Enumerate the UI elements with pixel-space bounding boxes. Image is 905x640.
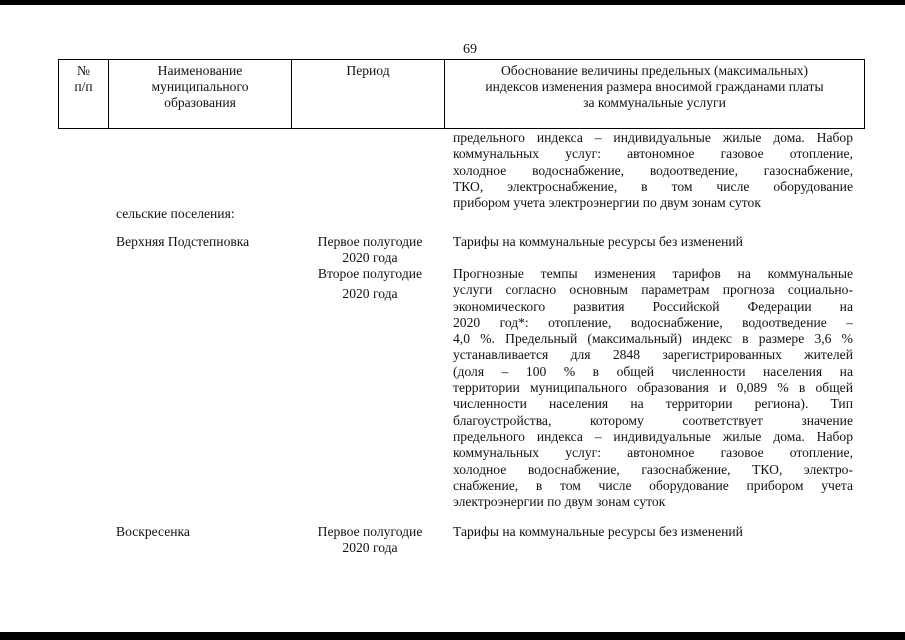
text-line: устанавливается для 2848 зарегистрированных жителей (453, 347, 853, 363)
header-justification-line: за коммунальные услуги (583, 95, 726, 110)
header-justification-line: Обоснование величины предельных (максимальных) (500, 63, 809, 78)
text-line: холодное водоснабжение, водоотведение, газоснабжение, (453, 162, 853, 178)
header-name-line: Наименование (157, 63, 243, 78)
header-number-line: № (77, 63, 90, 78)
text-line: предельного индекса – индивидуальные жилые дома. Набор (453, 428, 853, 444)
table-header-divider-right (864, 59, 865, 129)
scan-bottom-border (0, 632, 905, 640)
text-line: снабжение, в том числе оборудование прибором учета (453, 477, 853, 493)
table-header-bottom-rule (58, 128, 865, 129)
period-line: 2020 года (342, 250, 398, 265)
text-line: 2020 год*: отопление, водоснабжение, водоотведение – (453, 314, 853, 330)
municipality-name: Верхняя Подстепновка (116, 234, 250, 249)
continuation-paragraph (453, 130, 853, 211)
table-header-top-rule (58, 59, 865, 60)
justification-text: Тарифы на коммунальные ресурсы без изменений (453, 234, 743, 249)
justification-text: Тарифы на коммунальные ресурсы без изменений (453, 524, 743, 539)
text-line: Прогнозные темпы изменения тарифов на коммунальные (453, 266, 853, 281)
header-name-line: образования (164, 95, 236, 110)
period-line: 2020 года (342, 540, 398, 555)
text-line: экономического развития Российской Федерации на (453, 298, 853, 314)
period-line: Первое полугодие (317, 524, 423, 539)
header-justification-line: индексов изменения размера вносимой гражданами платы (485, 79, 824, 94)
period-line: Первое полугодие (317, 234, 423, 249)
text-line: (доля – 100 % в общей численности населения на (453, 363, 853, 379)
text-line: услуги согласно основным параметрам прогноза социально- (453, 282, 853, 298)
text-line: ТКО, электроснабжение, в том числе оборудование (453, 178, 853, 194)
text-line: холодное водоснабжение, газоснабжение, ТКО, электро- (453, 461, 853, 477)
text-line: коммунальных услуг: автономное газовое отопление, (453, 146, 853, 162)
text-line: прибором учета электроэнергии по двум зонам суток (453, 195, 761, 211)
text-line: благоустройства, которому соответствует значение (453, 412, 853, 428)
header-period-cell: Период (346, 63, 390, 78)
page-number: 69 (463, 42, 477, 57)
text-line: коммунальных услуг: автономное газовое отопление, (453, 445, 853, 461)
text-line: электроэнергии по двум зонам суток (453, 494, 666, 510)
text-line: территории муниципального образования и 0,089 % в общей (453, 380, 853, 396)
text-line: предельного индекса – индивидуальные жилые дома. Набор (453, 130, 853, 145)
text-line: численности населения на территории региона). Тип (453, 396, 853, 412)
justification-paragraph (453, 266, 853, 510)
header-number-line: п/п (74, 79, 93, 94)
municipality-name: Воскресенка (116, 524, 190, 539)
text-line: 4,0 %. Предельный (максимальный) индекс в размере 3,6 % (453, 331, 853, 347)
period-line: 2020 года (342, 286, 398, 301)
scan-top-border (0, 0, 905, 5)
header-name-line: муниципального (151, 79, 249, 94)
section-label: сельские поселения: (116, 206, 235, 221)
period-line: Второе полугодие (317, 266, 423, 281)
